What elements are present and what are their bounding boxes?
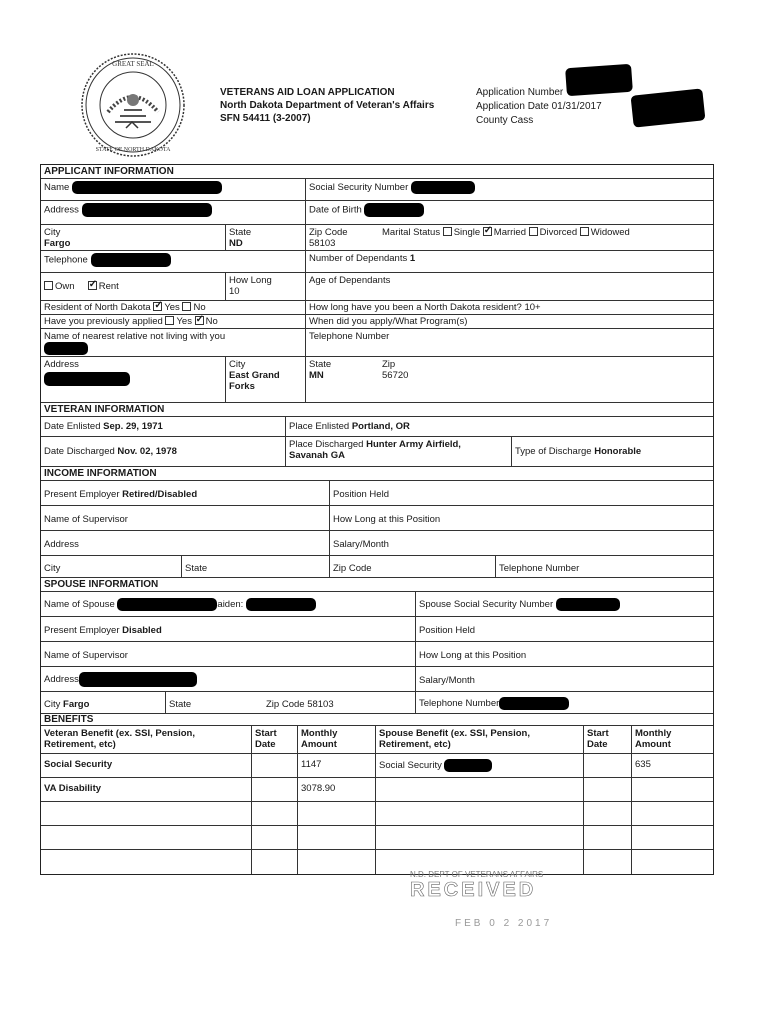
spouse-amount[interactable]: 635 — [631, 754, 713, 777]
relative-phone-field[interactable] — [305, 329, 713, 356]
section-benefits: BENEFITS — [44, 714, 94, 725]
spouse-employer-value: Disabled — [122, 625, 162, 636]
vet-start[interactable] — [251, 826, 297, 849]
income-city-field[interactable]: City — [44, 563, 61, 574]
place-discharged-value-2: Savanah GA — [289, 450, 345, 461]
income-zip-field[interactable]: Zip Code — [329, 556, 495, 577]
date-enlisted-field[interactable] — [41, 417, 285, 436]
state-seal — [80, 52, 186, 158]
how-long-field[interactable] — [225, 273, 305, 300]
spouse-name-label: Name of Spouse — [44, 599, 115, 611]
monthly-header-line2: Amount — [301, 739, 337, 750]
ssn-label: Social Security Number — [309, 182, 409, 194]
vet-start[interactable] — [251, 754, 297, 777]
spouse-start[interactable] — [583, 778, 631, 801]
vet-amount[interactable] — [297, 826, 375, 849]
redaction — [44, 372, 130, 386]
city-field[interactable] — [41, 225, 225, 250]
state-field[interactable] — [225, 225, 305, 250]
telephone-field[interactable] — [41, 251, 305, 272]
single-label: Single — [453, 227, 481, 238]
relative-phone-label: Telephone Number — [309, 331, 390, 342]
application-form — [40, 164, 714, 875]
divorced-label: Divorced — [539, 227, 578, 238]
spouse-monthly-header — [631, 726, 713, 753]
telephone-label: Telephone — [44, 254, 88, 266]
section-spouse: SPOUSE INFORMATION — [44, 579, 159, 590]
no-label: No — [193, 302, 206, 313]
table-row — [41, 850, 713, 874]
city-label: City — [44, 227, 61, 238]
age-dependants-field[interactable] — [305, 273, 713, 300]
supervisor-field[interactable]: Name of Supervisor — [44, 514, 128, 525]
spouse-employer-label: Present Employer — [44, 625, 120, 636]
redaction — [246, 598, 316, 611]
spouse-start-header-line1: Start — [587, 728, 609, 739]
vet-amount[interactable] — [297, 850, 375, 874]
spouse-benefit[interactable] — [375, 778, 583, 801]
state-value: ND — [229, 238, 243, 249]
resident-yes-checkbox[interactable] — [153, 302, 162, 311]
discharge-type-value: Honorable — [594, 446, 642, 457]
date-discharged-label: Date Discharged — [44, 446, 115, 457]
resident-no-checkbox[interactable] — [182, 302, 191, 311]
spouse-monthly-header-line2: Amount — [635, 739, 671, 750]
spouse-benefit-header-line1: Spouse Benefit (ex. SSI, Pension, — [379, 728, 530, 739]
rel-city-value-2: Forks — [229, 381, 255, 392]
residence-type — [41, 273, 225, 300]
place-discharged-field[interactable] — [285, 437, 511, 466]
vet-start[interactable] — [251, 802, 297, 825]
spouse-address-field[interactable] — [41, 667, 415, 691]
redaction — [44, 342, 88, 355]
vet-amount[interactable]: 3078.90 — [297, 778, 375, 801]
name-field[interactable] — [41, 179, 305, 200]
redaction — [72, 181, 222, 194]
form-number: SFN 54411 (3-2007) — [220, 113, 311, 124]
zip-label: Zip Code — [309, 227, 348, 238]
divorced-checkbox[interactable] — [529, 227, 538, 236]
no-label: No — [205, 316, 218, 327]
spouse-ssn-label: Spouse Social Security Number — [419, 599, 554, 611]
rent-checkbox[interactable] — [88, 281, 97, 290]
seal-bottom-text: STATE OF NORTH DAKOTA — [95, 147, 171, 153]
yes-label: Yes — [176, 316, 192, 327]
spouse-benefit-value: Social Security — [379, 760, 442, 772]
application-date: Application Date 01/31/2017 — [476, 101, 602, 112]
rel-address-label: Address — [44, 359, 79, 370]
place-enlisted-field[interactable] — [285, 417, 713, 436]
spouse-monthly-header-line1: Monthly — [635, 728, 672, 739]
zip-field[interactable] — [305, 225, 377, 250]
application-number-label: Application Number — [476, 87, 564, 98]
spouse-ssn-field[interactable] — [415, 592, 713, 616]
vet-benefit-header-line2: Retirement, etc) — [44, 739, 116, 750]
spouse-start[interactable] — [583, 826, 631, 849]
table-row — [41, 826, 713, 850]
spouse-start-header-line2: Date — [587, 739, 608, 750]
vet-benefit-header — [41, 726, 251, 753]
redaction — [411, 181, 475, 194]
vet-benefit[interactable] — [41, 850, 251, 874]
spouse-amount[interactable] — [631, 850, 713, 874]
resident-how-long[interactable]: How long have you been a North Dakota resident? 10+ — [305, 301, 713, 314]
spouse-city-field[interactable] — [41, 692, 165, 713]
how-long-value: 10 — [229, 286, 240, 297]
redaction — [91, 253, 171, 267]
spouse-start[interactable] — [583, 802, 631, 825]
salary-field[interactable]: Salary/Month — [329, 531, 713, 555]
place-discharged-label: Place Discharged — [289, 439, 364, 450]
own-label: Own — [55, 281, 75, 292]
city-value: Fargo — [44, 238, 71, 249]
spouse-supervisor-field[interactable]: Name of Supervisor — [44, 650, 128, 661]
section-income: INCOME INFORMATION — [44, 468, 157, 479]
redaction-app-date — [631, 88, 706, 127]
rel-city-value: East Grand — [229, 370, 280, 381]
table-row — [41, 778, 713, 802]
spouse-start-date-header — [583, 726, 631, 753]
dependants-field[interactable] — [305, 251, 713, 272]
dependants-label: Number of Dependants — [309, 253, 408, 264]
redaction — [117, 598, 217, 611]
zip-value: 58103 — [309, 238, 336, 249]
spouse-how-long-field[interactable]: How Long at this Position — [415, 642, 713, 666]
table-row — [41, 802, 713, 826]
county: County Cass — [476, 115, 534, 126]
rel-zip-label: Zip — [382, 359, 396, 370]
spouse-city-value: Fargo — [63, 699, 90, 710]
relative-address-field[interactable] — [41, 357, 225, 402]
spouse-employer-field[interactable] — [41, 617, 415, 641]
spouse-start[interactable] — [583, 754, 631, 777]
spouse-amount[interactable] — [631, 778, 713, 801]
section-applicant: APPLICANT INFORMATION — [44, 166, 174, 177]
state-label: State — [229, 227, 252, 238]
relative-state-field[interactable] — [305, 357, 377, 402]
spouse-benefit-header — [375, 726, 583, 753]
monthly-amount-header — [297, 726, 375, 753]
income-phone-field[interactable]: Telephone Number — [495, 556, 713, 577]
section-veteran: VETERAN INFORMATION — [44, 404, 165, 415]
spouse-phone-field[interactable] — [415, 692, 713, 713]
stamp-received: RECEIVED — [410, 879, 537, 901]
spouse-start[interactable] — [583, 850, 631, 874]
received-stamp — [410, 870, 580, 910]
vet-benefit[interactable]: VA Disability — [44, 783, 102, 794]
employer-field[interactable] — [41, 481, 329, 505]
name-label: Name — [44, 182, 70, 194]
address-label: Address — [44, 204, 79, 216]
how-long-position-field[interactable]: How Long at this Position — [329, 506, 713, 530]
redaction — [444, 759, 492, 772]
redaction — [364, 203, 424, 217]
spouse-state-field[interactable]: State — [165, 692, 261, 713]
age-dependants-label: Age of Dependants — [309, 275, 391, 286]
own-checkbox[interactable] — [44, 281, 53, 290]
start-date-header — [251, 726, 297, 753]
rent-label: Rent — [98, 281, 119, 292]
seal-top-text: GREAT SEAL — [112, 60, 154, 68]
spouse-name-field[interactable] — [41, 592, 415, 616]
when-applied[interactable]: When did you apply/What Program(s) — [305, 315, 713, 328]
spouse-city-label: City — [44, 699, 61, 710]
redaction — [82, 203, 212, 217]
redaction — [499, 697, 569, 710]
spouse-salary-field[interactable]: Salary/Month — [415, 667, 713, 691]
marital-status — [379, 225, 713, 250]
spouse-benefit[interactable] — [375, 754, 583, 777]
nearest-relative-label: Name of nearest relative not living with you — [44, 331, 226, 342]
date-enlisted-label: Date Enlisted — [44, 421, 101, 432]
spouse-benefit-header-line2: Retirement, etc) — [379, 739, 451, 750]
rel-city-label: City — [229, 359, 246, 370]
prev-yes-checkbox[interactable] — [165, 316, 174, 325]
spouse-benefit[interactable] — [375, 802, 583, 825]
start-header-line1: Start — [255, 728, 277, 739]
monthly-header-line1: Monthly — [301, 728, 338, 739]
form-title: VETERANS AID LOAN APPLICATION — [220, 87, 395, 98]
nearest-relative-field[interactable] — [41, 329, 305, 356]
previously-applied — [41, 315, 305, 328]
spouse-position-field[interactable]: Position Held — [415, 617, 713, 641]
resident-label: Resident of North Dakota — [44, 302, 151, 313]
single-checkbox[interactable] — [443, 227, 452, 236]
position-field[interactable]: Position Held — [329, 481, 713, 505]
dob-label: Date of Birth — [309, 204, 362, 216]
spouse-address-label: Address — [44, 674, 79, 686]
relative-zip-field[interactable] — [379, 357, 713, 402]
ssn-field[interactable] — [305, 179, 713, 200]
vet-amount[interactable] — [297, 802, 375, 825]
discharge-type-label: Type of Discharge — [515, 446, 592, 457]
spouse-phone-label: Telephone Number — [419, 698, 500, 710]
married-checkbox[interactable] — [483, 227, 492, 236]
start-header-line2: Date — [255, 739, 276, 750]
discharge-type-field[interactable] — [511, 437, 713, 466]
rel-state-label: State — [309, 359, 332, 370]
vet-benefit[interactable] — [41, 802, 251, 825]
vet-start[interactable] — [251, 850, 297, 874]
spouse-amount[interactable] — [631, 802, 713, 825]
date-enlisted-value: Sep. 29, 1971 — [103, 421, 163, 432]
rel-zip-value: 56720 — [382, 370, 409, 381]
married-label: Married — [493, 227, 526, 238]
spouse-zip-field[interactable] — [263, 692, 415, 713]
dob-field[interactable] — [305, 201, 713, 224]
place-enlisted-label: Place Enlisted — [289, 421, 350, 432]
spouse-benefit[interactable] — [375, 826, 583, 849]
yes-label: Yes — [164, 302, 180, 313]
prev-applied-label: Have you previously applied — [44, 316, 163, 327]
dependants-value: 1 — [409, 253, 416, 264]
vet-start[interactable] — [251, 778, 297, 801]
vet-benefit-header-line1: Veteran Benefit (ex. SSI, Pension, — [44, 728, 195, 739]
relative-city-field[interactable] — [225, 357, 305, 402]
widowed-checkbox[interactable] — [580, 227, 589, 236]
spouse-zip-value: 58103 — [307, 699, 334, 710]
place-discharged-value: Hunter Army Airfield, — [366, 439, 461, 450]
how-long-label: How Long — [229, 275, 272, 286]
income-state-field[interactable]: State — [181, 556, 329, 577]
vet-benefit[interactable]: Social Security — [44, 759, 113, 770]
vet-amount[interactable]: 1147 — [297, 754, 375, 777]
date-discharged-field[interactable] — [41, 437, 285, 466]
date-discharged-value: Nov. 02, 1978 — [117, 446, 177, 457]
table-row — [41, 754, 713, 778]
stamp-agency: N.D. DEPT OF VETERANS AFFAIRS — [410, 870, 544, 879]
spouse-zip-label: Zip Code — [266, 699, 305, 710]
widowed-label: Widowed — [590, 227, 630, 238]
department: North Dakota Department of Veteran's Affairs — [220, 100, 435, 111]
employer-value: Retired/Disabled — [122, 489, 198, 500]
spouse-amount[interactable] — [631, 826, 713, 849]
stamp-date: FEB 0 2 2017 — [455, 918, 553, 929]
prev-no-checkbox[interactable] — [195, 316, 204, 325]
address-field[interactable] — [41, 201, 305, 224]
vet-benefit[interactable] — [41, 826, 251, 849]
redaction-app-number — [565, 64, 633, 97]
form-header — [220, 86, 434, 125]
income-address-field[interactable]: Address — [44, 539, 79, 550]
maiden-label: aiden: — [217, 599, 244, 611]
marital-label: Marital Status — [382, 227, 441, 238]
nd-resident — [41, 301, 305, 314]
rel-state-value: MN — [309, 370, 324, 381]
place-enlisted-value: Portland, OR — [351, 421, 410, 432]
redaction — [79, 672, 197, 687]
employer-label: Present Employer — [44, 489, 120, 500]
redaction — [556, 598, 620, 611]
